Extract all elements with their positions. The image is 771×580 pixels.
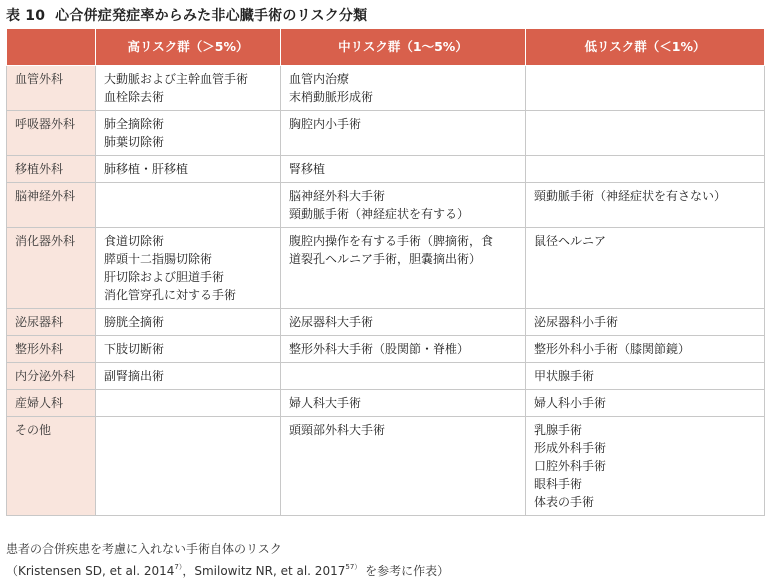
dept-cell: 移植外科: [7, 156, 96, 183]
dept-cell: 血管外科: [7, 66, 96, 111]
dept-cell: 産婦人科: [7, 390, 96, 417]
high-risk-cell: 大動脈および主幹血管手術 血栓除去術: [96, 66, 281, 111]
mid-risk-cell: 腹腔内操作を有する手術（脾摘術，食 道裂孔ヘルニア手術，胆嚢摘出術）: [281, 228, 526, 309]
low-risk-cell: 頸動脈手術（神経症状を有さない）: [526, 183, 765, 228]
dept-cell: 呼吸器外科: [7, 111, 96, 156]
table-footnote: [6, 540, 449, 580]
table-row: [7, 363, 765, 390]
low-risk-cell: 婦人科小手術: [526, 390, 765, 417]
table-row: [7, 183, 765, 228]
low-risk-cell: 乳腺手術 形成外科手術 口腔外科手術 眼科手術 体表の手術: [526, 417, 765, 516]
reference-text: ，Smilowitz NR, et al. 2017: [182, 564, 346, 578]
mid-risk-cell: 泌尿器科大手術: [281, 309, 526, 336]
dept-cell: 脳神経外科: [7, 183, 96, 228]
reference-superscript: 57）: [345, 563, 362, 571]
reference-text: を参考に作表）: [361, 564, 450, 578]
high-risk-cell: 肺移植・肝移植: [96, 156, 281, 183]
high-risk-cell: 肺全摘除術 肺葉切除術: [96, 111, 281, 156]
table-caption: [6, 5, 367, 25]
table-row: [7, 228, 765, 309]
header-mid-risk: 中リスク群（1〜5%）: [281, 29, 526, 66]
dept-cell: 内分泌外科: [7, 363, 96, 390]
dept-cell: 泌尿器科: [7, 309, 96, 336]
high-risk-cell: [96, 417, 281, 516]
mid-risk-cell: 腎移植: [281, 156, 526, 183]
mid-risk-cell: 整形外科大手術（股関節・脊椎）: [281, 336, 526, 363]
low-risk-cell: 泌尿器科小手術: [526, 309, 765, 336]
table-row: [7, 336, 765, 363]
table-row: [7, 417, 765, 516]
dept-cell: 整形外科: [7, 336, 96, 363]
low-risk-cell: 整形外科小手術（膝関節鏡）: [526, 336, 765, 363]
high-risk-cell: [96, 183, 281, 228]
mid-risk-cell: 胸腔内小手術: [281, 111, 526, 156]
table-row: [7, 390, 765, 417]
mid-risk-cell: [281, 363, 526, 390]
footnote-line: 患者の合併疾患を考慮に入れない手術自体のリスク: [6, 542, 282, 556]
high-risk-cell: 食道切除術 膵頭十二指腸切除術 肝切除および胆道手術 消化管穿孔に対する手術: [96, 228, 281, 309]
table-number: 表 10: [6, 8, 46, 24]
risk-classification-table: [6, 28, 765, 516]
table-row: [7, 156, 765, 183]
reference-superscript: 7）: [174, 563, 183, 571]
low-risk-cell: [526, 111, 765, 156]
mid-risk-cell: 頭頸部外科大手術: [281, 417, 526, 516]
header-row: [7, 29, 765, 66]
high-risk-cell: 下肢切断術: [96, 336, 281, 363]
mid-risk-cell: 脳神経外科大手術 頸動脈手術（神経症状を有する）: [281, 183, 526, 228]
mid-risk-cell: 血管内治療 末梢動脈形成術: [281, 66, 526, 111]
high-risk-cell: [96, 390, 281, 417]
table-title: 心合併症発症率からみた非心臓手術のリスク分類: [55, 8, 368, 24]
mid-risk-cell: 婦人科大手術: [281, 390, 526, 417]
table-row: [7, 66, 765, 111]
header-low-risk: 低リスク群（＜1%）: [526, 29, 765, 66]
header-corner: [7, 29, 96, 66]
reference-text: （Kristensen SD, et al. 2014: [6, 564, 175, 578]
low-risk-cell: 甲状腺手術: [526, 363, 765, 390]
dept-cell: 消化器外科: [7, 228, 96, 309]
low-risk-cell: [526, 156, 765, 183]
dept-cell: その他: [7, 417, 96, 516]
low-risk-cell: [526, 66, 765, 111]
high-risk-cell: 膀胱全摘術: [96, 309, 281, 336]
table-row: [7, 309, 765, 336]
header-high-risk: 高リスク群（＞5%）: [96, 29, 281, 66]
table-row: [7, 111, 765, 156]
high-risk-cell: 副腎摘出術: [96, 363, 281, 390]
low-risk-cell: 鼠径ヘルニア: [526, 228, 765, 309]
